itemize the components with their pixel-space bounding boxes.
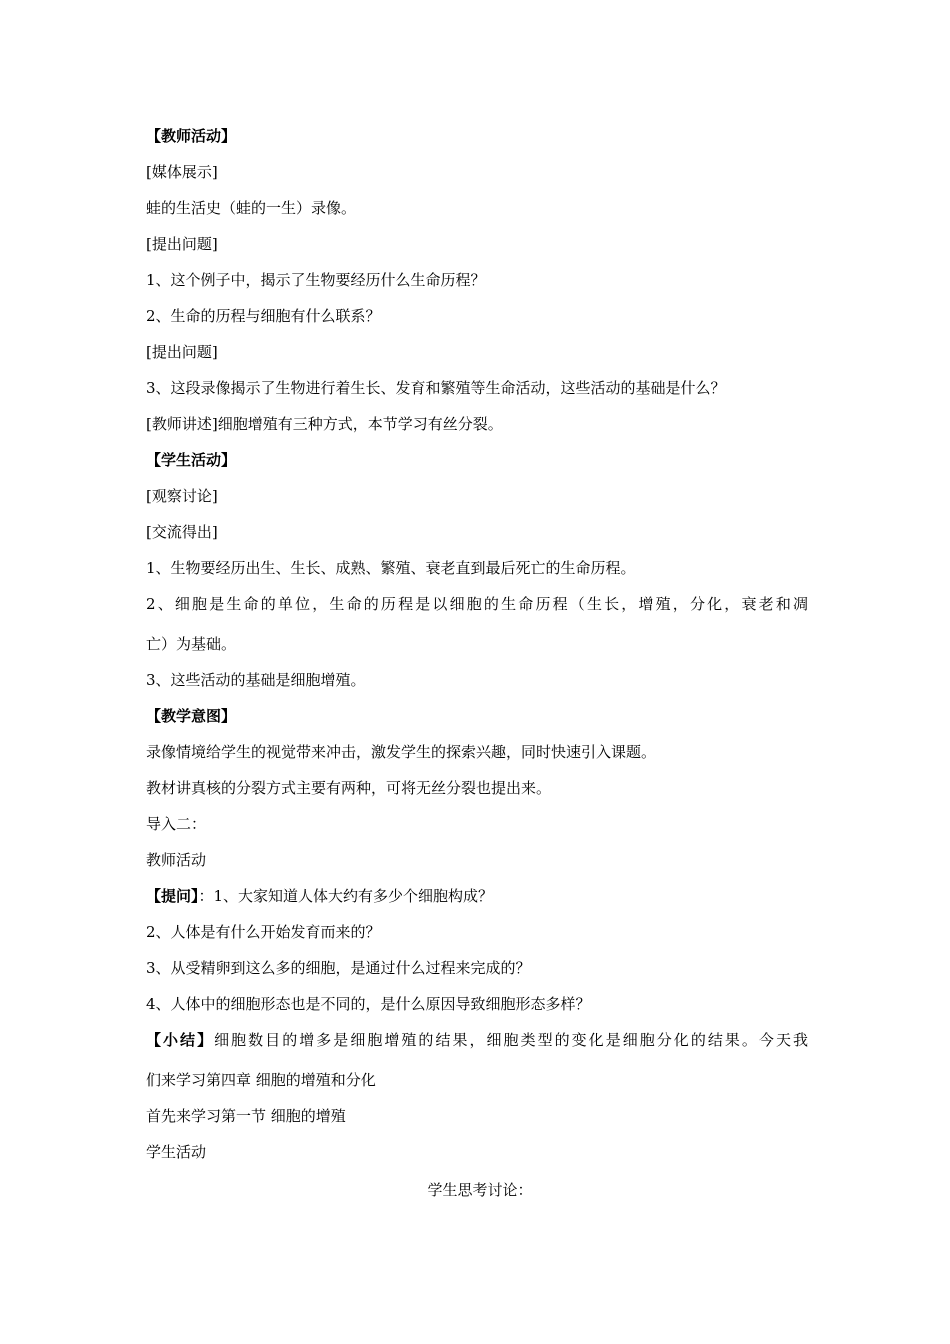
label-teacher-activity: 教师活动 [146, 851, 207, 869]
question-line: 2、人体是有什么开始发育而来的？ [146, 923, 381, 941]
answer-2: 2、细胞是生命的单位，生命的历程是以细胞的生命历程（生长，增殖，分化，衰老和凋 [146, 595, 808, 613]
text-line: 蛙的生活史（蛙的一生）录像。 [146, 199, 357, 217]
question-text: ：1、大家知道人体大约有多少个细胞构成？ [198, 887, 494, 905]
question-3: 3、这段录像揭示了生物进行着生长、发育和繁殖等生命活动，这些活动的基础是什么？ [146, 379, 726, 397]
student-discussion: 学生思考讨论： [427, 1181, 533, 1199]
text-line: 首先来学习第一节 细胞的增殖 [146, 1107, 346, 1125]
label-media-display: [媒体展示] [146, 163, 218, 181]
label-intro-two: 导入二： [146, 815, 207, 833]
question-2: 2、生命的历程与细胞有什么联系？ [146, 307, 381, 325]
label-raise-question: [提出问题] [146, 235, 218, 253]
label-exchange-conclude: [交流得出] [146, 523, 218, 541]
label-question: 【提问】 [146, 887, 199, 905]
text-line: 教材讲真核的分裂方式主要有两种，可将无丝分裂也提出来。 [146, 779, 552, 797]
teacher-narration: [教师讲述]细胞增殖有三种方式，本节学习有丝分裂。 [146, 415, 503, 433]
answer-2-continued: 亡）为基础。 [146, 635, 237, 653]
question-line [146, 886, 493, 906]
label-raise-question: [提出问题] [146, 343, 218, 361]
label-summary: 【小结】 [146, 1031, 215, 1049]
question-line: 4、人体中的细胞形态也是不同的，是什么原因导致细胞形态多样？ [146, 995, 591, 1013]
question-line: 3、从受精卵到这么多的细胞，是通过什么过程来完成的？ [146, 959, 531, 977]
text-line: 录像情境给学生的视觉带来冲击，激发学生的探索兴趣，同时快速引入课题。 [146, 743, 657, 761]
summary-continued: 们来学习第四章 细胞的增殖和分化 [146, 1071, 376, 1089]
heading-teacher-activity: 【教师活动】 [146, 127, 237, 145]
heading-teaching-intent: 【教学意图】 [146, 707, 237, 725]
label-student-activity: 学生活动 [146, 1143, 207, 1161]
answer-3: 3、这些活动的基础是细胞增殖。 [146, 671, 366, 689]
summary-text: 细胞数目的增多是细胞增殖的结果，细胞类型的变化是细胞分化的结果。今天我 [214, 1031, 808, 1049]
answer-1: 1、生物要经历出生、生长、成熟、繁殖、衰老直到最后死亡的生命历程。 [146, 559, 636, 577]
summary-line [146, 1030, 808, 1050]
heading-student-activity: 【学生活动】 [146, 451, 237, 469]
question-1: 1、这个例子中，揭示了生物要经历什么生命历程？ [146, 271, 486, 289]
label-observe-discuss: [观察讨论] [146, 487, 218, 505]
centered-line [0, 1180, 950, 1200]
